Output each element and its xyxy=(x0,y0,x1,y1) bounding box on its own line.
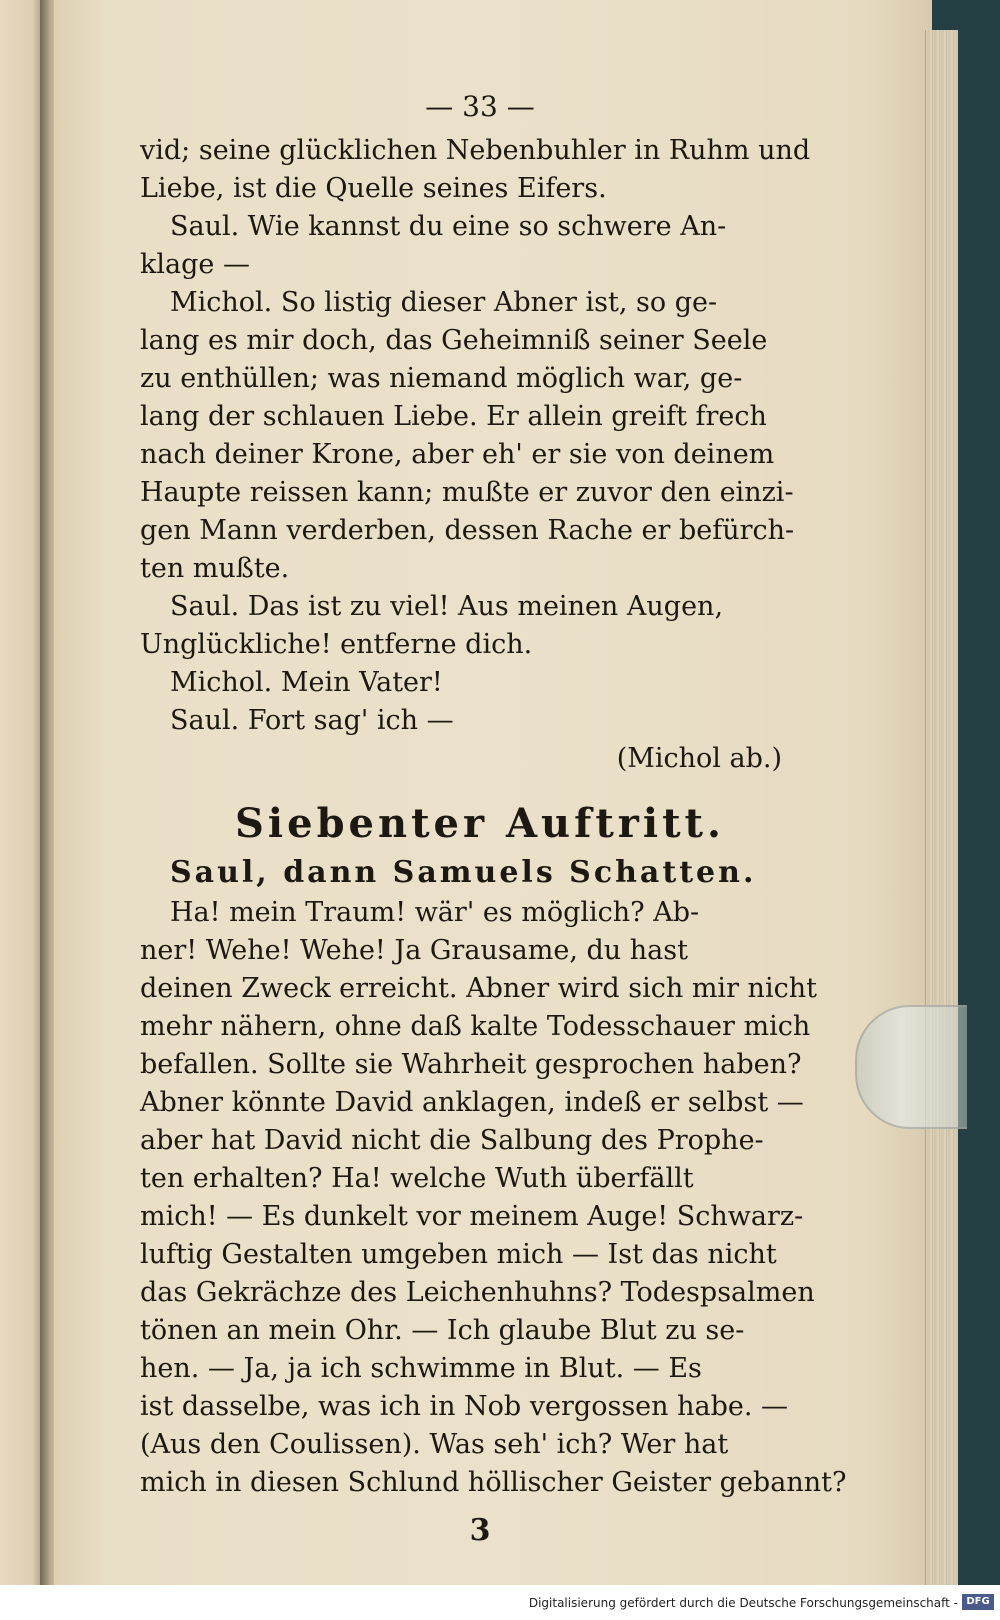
text-line: Haupte reissen kann; mußte er zuvor den einzi- xyxy=(140,477,794,508)
text-line: (Aus den Coulissen). Was seh' ich? Wer hat xyxy=(140,1429,729,1460)
scene-heading: Siebenter Auftritt. xyxy=(235,800,725,847)
text-line: Unglückliche! entferne dich. xyxy=(140,629,533,660)
text-line: tönen an mein Ohr. — Ich glaube Blut zu se- xyxy=(140,1315,745,1346)
scene-characters: Saul, dann Samuels Schatten. xyxy=(170,855,757,890)
text-line: klage — xyxy=(140,249,250,280)
text-line: ist dasselbe, was ich in Nob vergossen habe. — xyxy=(140,1391,789,1422)
text-line: Liebe, ist die Quelle seines Eifers. xyxy=(140,173,607,204)
text-line: Abner könnte David anklagen, indeß er selbst — xyxy=(140,1087,804,1118)
page-text xyxy=(140,88,847,1552)
credit-text: Digitalisierung gefördert durch die Deutsche Forschungsgemeinschaft - xyxy=(528,1596,958,1610)
page-number: — 33 — xyxy=(425,90,535,123)
text-line: Michol. Mein Vater! xyxy=(170,667,443,698)
text-line: lang der schlauen Liebe. Er allein greift frech xyxy=(140,401,767,432)
text-line: mich! — Es dunkelt vor meinem Auge! Schwarz- xyxy=(140,1201,804,1232)
text-line: nach deiner Krone, aber eh' er sie von deinem xyxy=(140,439,775,470)
text-line: Saul. Das ist zu viel! Aus meinen Augen, xyxy=(170,591,724,622)
text-line: ten mußte. xyxy=(140,553,290,584)
text-line: hen. — Ja, ja ich schwimme in Blut. — Es xyxy=(140,1353,702,1384)
spacer xyxy=(140,778,820,792)
text-line: mich in diesen Schlund höllischer Geister gebannt? xyxy=(140,1467,847,1498)
credit-bar xyxy=(0,1585,1000,1620)
text-line: vid; seine glücklichen Nebenbuhler in Ruhm und xyxy=(140,135,811,166)
page-stack-edges xyxy=(925,30,958,1590)
text-line: gen Mann verderben, dessen Rache er befürch- xyxy=(140,515,795,546)
dfg-logo: DFG xyxy=(962,1594,994,1610)
page-clip xyxy=(855,1005,967,1129)
text-line: deinen Zweck erreicht. Abner wird sich mir nicht xyxy=(140,973,817,1004)
text-line: ner! Wehe! Wehe! Ja Grausame, du hast xyxy=(140,935,688,966)
text-line: ten erhalten? Ha! welche Wuth überfällt xyxy=(140,1163,694,1194)
signature-mark: 3 xyxy=(469,1513,491,1548)
stage-direction: (Michol ab.) xyxy=(616,743,782,774)
text-line: lang es mir doch, das Geheimniß seiner Seele xyxy=(140,325,768,356)
text-line: Michol. So listig dieser Abner ist, so ge- xyxy=(170,287,718,318)
text-line: aber hat David nicht die Salbung des Prophe- xyxy=(140,1125,764,1156)
text-line: luftig Gestalten umgeben mich — Ist das nicht xyxy=(140,1239,777,1270)
text-line: Saul. Fort sag' ich — xyxy=(170,705,454,736)
text-line: das Gekrächze des Leichenhuhns? Todespsalmen xyxy=(140,1277,815,1308)
text-line: befallen. Sollte sie Wahrheit gesprochen haben? xyxy=(140,1049,802,1080)
text-line: mehr nähern, ohne daß kalte Todesschauer mich xyxy=(140,1011,811,1042)
text-line: zu enthüllen; was niemand möglich war, ge- xyxy=(140,363,743,394)
text-line: Saul. Wie kannst du eine so schwere An- xyxy=(170,211,727,242)
text-line: Ha! mein Traum! wär' es möglich? Ab- xyxy=(170,897,700,928)
